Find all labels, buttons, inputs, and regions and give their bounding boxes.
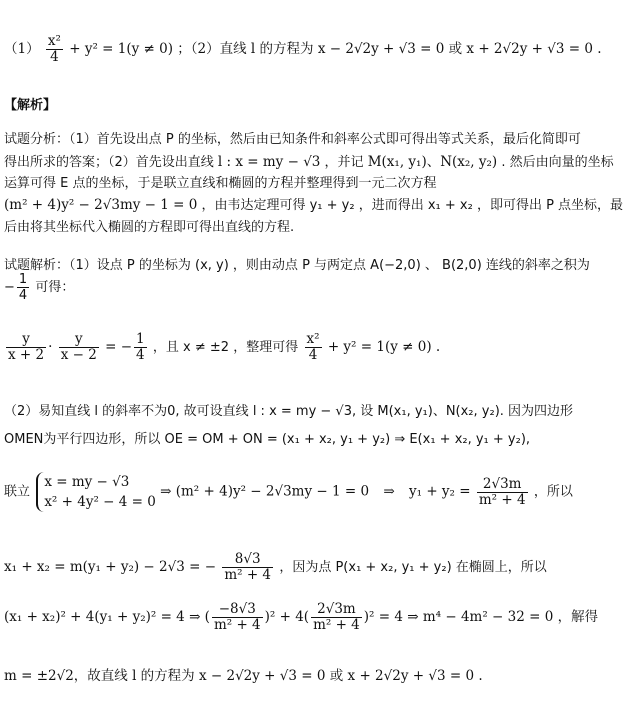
answer-sep: ；（2）直线 l 的方程为 (177, 41, 314, 57)
x-sum-equation: x₁ + x₂ = m(y₁ + y₂) − 2√3 = − $\frac{8√3}{\text{m² + 4}}$ ，因为点 P(x₁ + x₂, y₁ + y₂) 在椭圆上，所以 (4, 551, 547, 583)
solution-p1-ratio: − $\frac{1}{4}$ 可得： (4, 272, 75, 303)
answer-line-eq1: x − 2√2y + √3 = 0 (317, 41, 445, 57)
analysis-heading: 【解析】 (4, 98, 57, 113)
system-brace: x = my − √3 x² + 4y² − 4 = 0 (36, 472, 156, 512)
answer-end: . (597, 41, 602, 57)
summary-line-4: (m² + 4)y² − 2√3my − 1 = 0 ，由韦达定理可得 y₁ + y₂ ，进而得出 x₁ + x₂ ，即可得出 P 点坐标，最 (4, 197, 624, 213)
final-answer: m = ±2√2，故直线 l 的方程为 x − 2√2y + √3 = 0 或 x + 2√2y + √3 = 0 . (4, 668, 483, 684)
answer-part1: （1） (4, 41, 40, 57)
substitution-equation: (x₁ + x₂)² + 4(y₁ + y₂)² = 4 ⇒ ( $\frac{-8√3}{\text{m² + 4}}$ )² + 4( $\frac{2√3m}{\text{m² + 4}}$ )² = 4 ⇒ m⁴ − 4m² − 32 = 0 ，解得 (4, 601, 599, 633)
solution-p2-line-b: OMEN为平行四边形，所以 OE = OM + ON = (x₁ + x₂, y₁ + y₂) ⇒ E(x₁ + x₂, y₁ + y₂), (4, 432, 531, 447)
summary-line-1: 试题分析：（1）首先设出点 P 的坐标，然后由已知条件和斜率公式即可得出等式关系，最后化简即可 (4, 132, 581, 147)
summary-line-3: 运算可得 E 点的坐标，于是联立直线和椭圆的方程并整理得到一元二次方程 (4, 176, 437, 191)
answer-or: 或 (448, 41, 463, 57)
answer-ellipse-frac: $\frac{\text{x²}}{4}$ (47, 33, 61, 65)
system-equation: 联立 x = my − √3 x² + 4y² − 4 = 0 ⇒ (m² + 4)y² − 2√3my − 1 = 0 ⇒ y₁ + y₂ = $\frac{2√3m}{\text{m² + 4}}$ ，所以 (4, 474, 573, 510)
answer-line: （1） $\frac{\text{x²}}{4}$ + y² = 1(y ≠ 0) ；（2）直线 l 的方程为 x − 2√2y + √3 = 0 或 x + 2√2y + √3 = 0 . (4, 33, 602, 65)
answer-line-eq2: x + 2√2y + √3 = 0 (466, 41, 593, 57)
summary-line-5: 后由将其坐标代入椭圆的方程即可得出直线的方程. (4, 220, 295, 235)
solution-p1-line: 试题解析：（1）设点 P 的坐标为 (x, y) ，则由动点 P 与两定点 A(−2,0) 、 B(2,0) 连线的斜率之积为 (4, 258, 590, 273)
equation-1: $\frac{y}{x + 2}$ · $\frac{y}{x - 2}$ = − $\frac{1}{4}$ ，且 x ≠ ±2 ，整理可得 $\frac{\text{x²}}{4}$ + y² = 1(y ≠ 0) . (8, 331, 441, 363)
summary-line-2: 得出所求的答案；（2）首先设出直线 l : x = my − √3 ，并记 M(x₁, y₁)、N(x₂, y₂) . 然后由向量的坐标 (4, 154, 614, 170)
solution-p2-line-a: （2）易知直线 l 的斜率不为0, 故可设直线 l : x = my − √3, 设 M(x₁, y₁)、N(x₂, y₂). 因为四边形 (4, 404, 574, 419)
